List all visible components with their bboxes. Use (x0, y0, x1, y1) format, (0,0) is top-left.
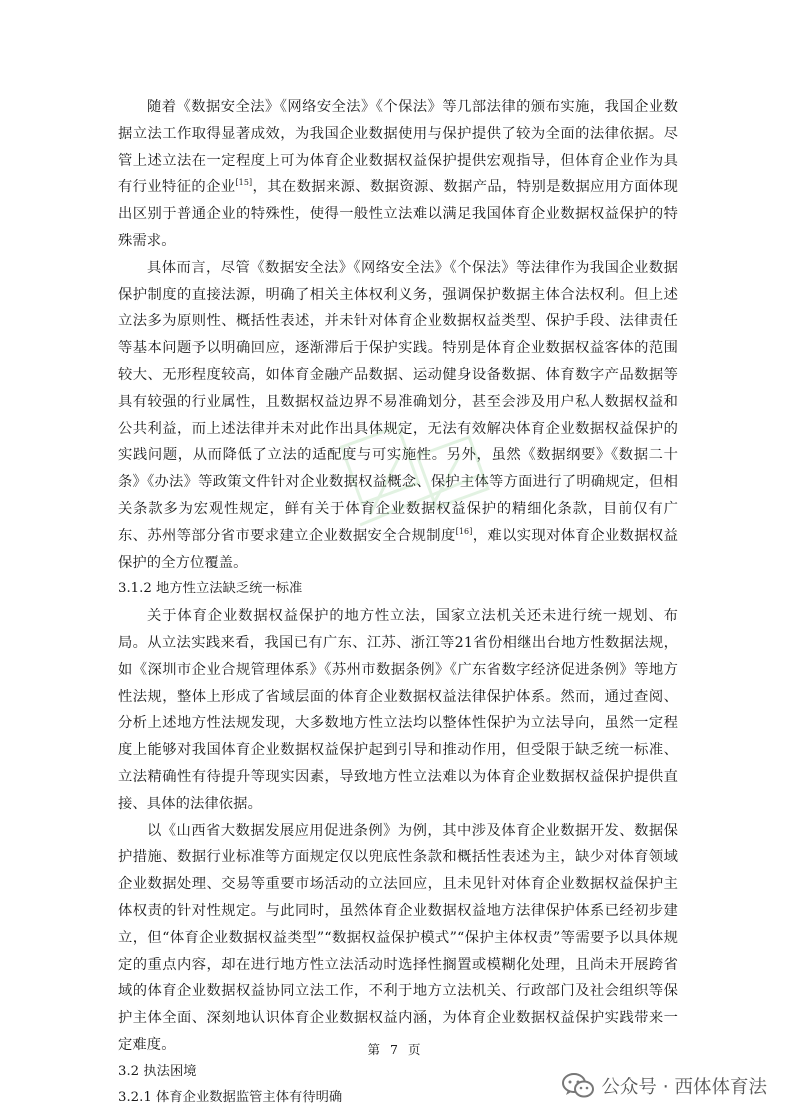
paragraph-text: ，其在数据来源、数据资源、数据产品，特别是数据应用方面体现出区别于普通企业的特殊性，使得一般性立法难以满足我国体育企业数据权益保护的特殊需求。 (118, 179, 678, 249)
body-paragraph (118, 818, 678, 1059)
citation-marker: [15] (235, 178, 253, 188)
paragraph-text: ，难以实现对体育企业数据权益保护的全方位覆盖。 (118, 527, 678, 571)
body-paragraph (118, 94, 678, 255)
body-paragraph (118, 255, 678, 577)
wechat-icon (561, 1072, 595, 1100)
page-number: 第 7 页 (367, 1042, 424, 1057)
paragraph-text: 具体而言，尽管《数据安全法》《网络安全法》《个保法》等法律作为我国企业数据保护制度的直接法源，明确了相关主体权利义务，强调保护数据主体合法权利。但上述立法多为原则性、概括性表述，并未针对体育企业数据权益类型、保护手段、法律责任等基本问题予以明确回应，逐渐滞后于保护实践。特别是体育企业数据权益客体的范围较大、无形程度较高，如体育金融产品数据、运动健身设备数据、体育数字产品数据等具有较强的行业属性，且数据权益边界不易准确划分，甚至会涉及用户私人数据权益和公共利益，而上述法律并未对此作出具体规定，无法有效解决体育企业数据权益保护的实践问题，从而降低了立法的适配度与可实施性。另外，虽然《数据纲要》《数据二十条》《办法》等政策文件针对企业数据权益概念、保护主体等方面进行了明确规定，但相关条款多为宏观性规定，鲜有关于体育企业数据权益保护的精细化条款，目前仅有广东、苏州等部分省市要求建立企业数据安全合规制度 (118, 259, 678, 544)
paragraph-text: 3.2.1 体育企业数据监管主体有待明确 (118, 1090, 343, 1106)
paragraph-text: 以《山西省大数据发展应用促进条例》为例，其中涉及体育企业数据开发、数据保护措施、数据行业标准等方面规定仅以兜底性条款和概括性表述为主，缺少对体育领域企业数据处理、交易等重要市场活动的立法回应，且未见针对体育企业数据权益保护主体权责的针对性规定。与此同时，虽然体育企业数据权益地方法律保护体系已经初步建立，但“体育企业数据权益类型”“数据权益保护模式”“保护主体权责”等需要予以具体规定的重点内容，却在进行地方性立法活动时选择性搁置或模糊化处理，且尚未开展跨省域的体育企业数据权益协同立法工作，不利于地方立法机关、行政部门及社会组织等保护主体全面、深刻地认识体育企业数据权益内涵，为体育企业数据权益保护实践带来一定难度。 (118, 822, 678, 1053)
citation-marker: [16] (455, 526, 473, 536)
section-heading (118, 576, 678, 603)
paragraph-text: 关于体育企业数据权益保护的地方性立法，国家立法机关还未进行统一规划、布局。从立法实践来看，我国已有广东、江苏、浙江等21省份相继出台地方性数据法规，如《深圳市企业合规管理体系》《苏州市数据条例》《广东省数字经济促进条例》等地方性法规，整体上形成了省域层面的体育企业数据权益法律保护体系。然而，通过查阅、分析上述地方性法规发现，大多数地方性立法均以整体性保护为立法导向，虽然一定程度上能够对我国体育企业数据权益保护起到引导和推动作用，但受限于缺乏统一标准、立法精确性有待提升等现实因素，导致地方性立法难以为体育企业数据权益保护提供直接、具体的法律依据。 (118, 608, 678, 812)
body-paragraph (118, 603, 678, 817)
wechat-account-label (561, 1069, 767, 1103)
paragraph-text: 3.1.2 地方性立法缺乏统一标准 (118, 581, 303, 597)
document-body (118, 94, 678, 1112)
paragraph-text: 3.2 执法困境 (118, 1063, 197, 1079)
paragraph-text: 随着《数据安全法》《网络安全法》《个保法》等几部法律的颁布实施，我国企业数据立法工作取得显著成效，为我国企业数据使用与保护提供了较为全面的法律依据。尽管上述立法在一定程度上可为体育企业数据权益保护提供宏观指导，但体育企业作为具有行业特征的企业 (118, 99, 678, 196)
footer-brand-text: 公众号 · 西体体育法 (601, 1077, 767, 1098)
